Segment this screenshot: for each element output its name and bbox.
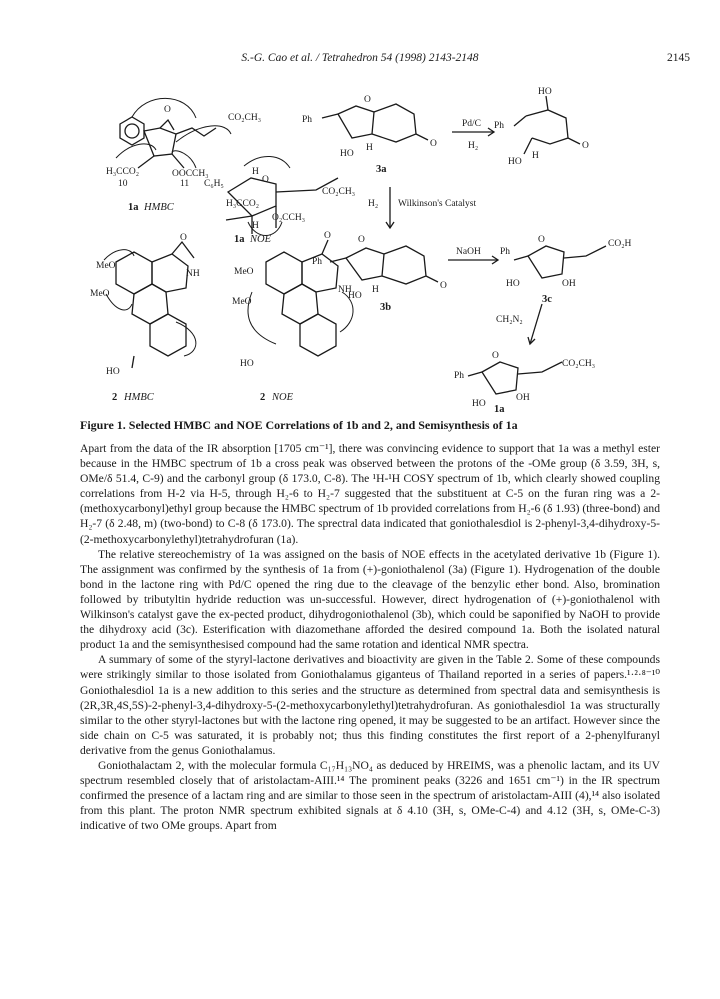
page-number: 2145 [667, 52, 690, 64]
running-head [0, 52, 720, 68]
label-pdc: Pd/C [462, 119, 482, 129]
label-co2ch3-1a-final: CO₂CH₃ [562, 359, 596, 369]
label-h2-pdc: H₂ [468, 141, 479, 151]
body-text [80, 441, 660, 833]
label-h-3b: H [372, 285, 379, 295]
label-h2-wilkinson: H₂ [368, 199, 379, 209]
paragraph-4: Goniothalactam 2, with the molecular formula C₁₇H₁₃NO₄ as deduced by HREIMS, was a phenolic lactam, and its UV spectrum resembled closely that of aristolactam-AIII.¹⁴ The prominent peaks (3226 and 1651 cm⁻¹) in the IR spectrum confirmed the presence of a lactam ring and are similar to those seen in the spectrum of aristolactam-AIII (4),¹⁴ also isolated from this plant. The proton NMR spectrum exhibited signals at δ 4.10 (3H, s, OMe-C-4) and 4.12 (3H, s, OMe-C-3) indicative of two OMe groups. Apart from [80, 758, 660, 833]
label-oh-1a-final: OH [516, 393, 530, 403]
compound-3b-number: 3b [380, 302, 392, 313]
paragraph-1: Apart from the data of the IR absorption [1705 cm⁻¹], there was convincing evidence to support that 1a was a methyl ester because in the HMBC spectrum of 1b a cross peak was observed between the protons of the -OMe group (δ 3.59, 3H, s, OMe/δ 51.4, C-9) and the carbonyl group (δ 173.0, C-8). The ¹H-¹H COSY spectrum of 1b, which clearly showed coupling correlations from H-2 via H-5, through H₂-6 to H₂-7 suggested that the substituent at C-5 on the furan ring was a 2-(methoxycarbonyl)ethyl group because the HMBC spectrum of 1b provided correlations from H₂-6 (δ 1.93) (three-bond) and H₂-7 (δ 2.48, m) (two-bond) to C-8 (δ 173.0). The sprectral data indicated that goniothalesdiol is 2-phenyl-3,4-dihydroxy-5-(2-methoxycarbonylethyl)tetrahydrofuran (1a). [80, 442, 661, 546]
label-h3cco2: H₃CCO₂ [106, 167, 140, 177]
structure-1a-hmbc [116, 98, 231, 168]
label-h-product: H [532, 151, 539, 161]
label-co2ch3-noe: CO₂CH₃ [322, 187, 356, 197]
label-naoh: NaOH [456, 247, 481, 257]
structure-3c [514, 246, 606, 278]
label-o-3a: O [364, 95, 371, 105]
label-ph-product: Ph [494, 121, 505, 131]
compound-3c-number: 3c [542, 294, 552, 305]
compound-1a-noe-number: 1a [234, 234, 245, 245]
label-co2ch3-1a: CO₂CH₃ [228, 113, 262, 123]
label-meo-4: MeO [232, 297, 252, 307]
label-ph-1a-final: Ph [454, 371, 465, 381]
compound-3a-number: 3a [376, 164, 387, 175]
label-h3cco2-noe: H₃CCO₂ [226, 199, 260, 209]
label-co2h: CO₂H [608, 239, 632, 249]
label-h-3a: H [366, 143, 373, 153]
label-o-3c: O [538, 235, 545, 245]
label-ho-3a: HO [340, 149, 354, 159]
compound-1a-final-number: 1a [494, 404, 505, 412]
label-o2cch3: O₂CCH₃ [272, 213, 306, 223]
paragraph-3: A summary of some of the styryl-lactone derivatives and bioactivity are given in the Table 2. Some of these compounds were strikingly similar to those isolated from Goniothalamus giganteus of Thailand reported in a series of papers.¹·²·⁸⁻¹⁰ Goniothalesdiol 1a is a new addition to this series and the structure as determined from spectral data and semisynthesis is (2R,3R,4S,5S)-2-phenyl-3,4-dihydroxy-5-(2-methoxycarbonylethyl)tetrahydrofuran. As goniothalesdiol 1a was structurally similar to the other styryl-lactones but with the lactone ring opened, it may be suggested to be an artifact. However since the side chain on C-5 was saturated, it is probably not; thus this finding constitutes the first report of a 2-phenylfuranyl derivative from the genus Goniothalamus. [80, 653, 660, 757]
label-wilkinson-catalyst: Wilkinson's Catalyst [398, 199, 477, 209]
label-ho-product: HO [538, 87, 552, 97]
label-ph-3a: Ph [302, 115, 313, 125]
structure-3a [322, 104, 428, 142]
label-o-2noe: O [324, 231, 331, 241]
figure-1 [76, 82, 656, 412]
label-ho-1a-final: HO [472, 399, 486, 409]
label-ph-3c: Ph [500, 247, 511, 257]
label-c6h5: C₆H₅ [204, 179, 224, 189]
label-o-1a: O [164, 105, 171, 115]
compound-2-noe-caption: NOE [272, 392, 293, 403]
label-o-noe: O [262, 175, 269, 185]
label-ho-3c: HO [506, 279, 520, 289]
label-ho-3b: HO [348, 291, 362, 301]
compound-1a-noe-caption: NOE [250, 234, 271, 245]
label-ho-2noe: HO [240, 359, 254, 369]
figure-caption-text: Selected HMBC and NOE Correlations of 1b and 2, and Semisynthesis of 1a [125, 418, 518, 432]
label-meo-1: MeO [96, 261, 116, 271]
label-nh-2: NH [338, 285, 352, 295]
label-ho-2hmbc: HO [106, 367, 120, 377]
label-oh-3c: OH [562, 279, 576, 289]
label-meo-2: MeO [90, 289, 110, 299]
label-ph-3b: Ph [312, 257, 323, 267]
label-num-11: 11 [180, 179, 190, 189]
journal-citation: S.-G. Cao et al. / Tetrahedron 54 (1998) 2143-2148 [241, 52, 479, 64]
reaction-scheme [76, 82, 656, 412]
label-nh: NH [186, 269, 200, 279]
label-o-3b: O [358, 235, 365, 245]
label-o-3b-carbonyl: O [440, 281, 447, 291]
structure-3b [330, 246, 438, 284]
label-o-1a-final: O [492, 351, 499, 361]
figure-caption-label: Figure 1. [80, 418, 126, 432]
structure-2-noe [248, 240, 353, 356]
label-h-noe: H [252, 167, 259, 177]
compound-1a-hmbc-number: 1a [128, 202, 139, 213]
label-num-10: 10 [118, 179, 128, 189]
structure-1a-final [468, 362, 562, 394]
label-o-2hmbc: O [180, 233, 187, 243]
label-ch2n2: CH₂N₂ [496, 315, 523, 325]
paragraph-2: The relative stereochemistry of 1a was assigned on the basis of NOE effects in the acetylated derivative 1b (Figure 1). The assignment was confirmed by the synthesis of 1a from (+)-goniothalenol (3a) (Figure 1). Hydrogenation of the double bond in the lactone ring with Pd/C opened the ring due to the cleavage of the benzylic ether bond. Also, bromination followed by tributyltin hydride reduction was un-successful. However, direct hydrogenation of (+)-goniothalenol with Wilkinson's catalyst gave the ex-pected product, dihydrogoniothalenol (3b), which could be saponified by NaOH to provide the dihydroxy acid (3c). Esterification with diazomethane afforded the desired compound 1a. Both the isolated natural product 1a and the semisynthesised compound had the same rotation and identical NMR spectra. [80, 547, 660, 652]
compound-2-hmbc-caption: HMBC [124, 392, 154, 403]
label-meo-3: MeO [234, 267, 254, 277]
label-ho-product-2: HO [508, 157, 522, 167]
compound-2-hmbc-number: 2 [112, 392, 118, 403]
compound-2-noe-number: 2 [260, 392, 266, 403]
structure-2-hmbc [104, 242, 196, 368]
label-h-noe-2: H [252, 221, 259, 231]
structure-pdc-product [514, 96, 580, 154]
label-o-product: O [582, 141, 589, 151]
figure-caption [80, 418, 660, 433]
compound-1a-hmbc-caption: HMBC [144, 202, 174, 213]
label-ooccch3: OOCCH₃ [172, 169, 209, 179]
label-o-3a-carbonyl: O [430, 139, 437, 149]
